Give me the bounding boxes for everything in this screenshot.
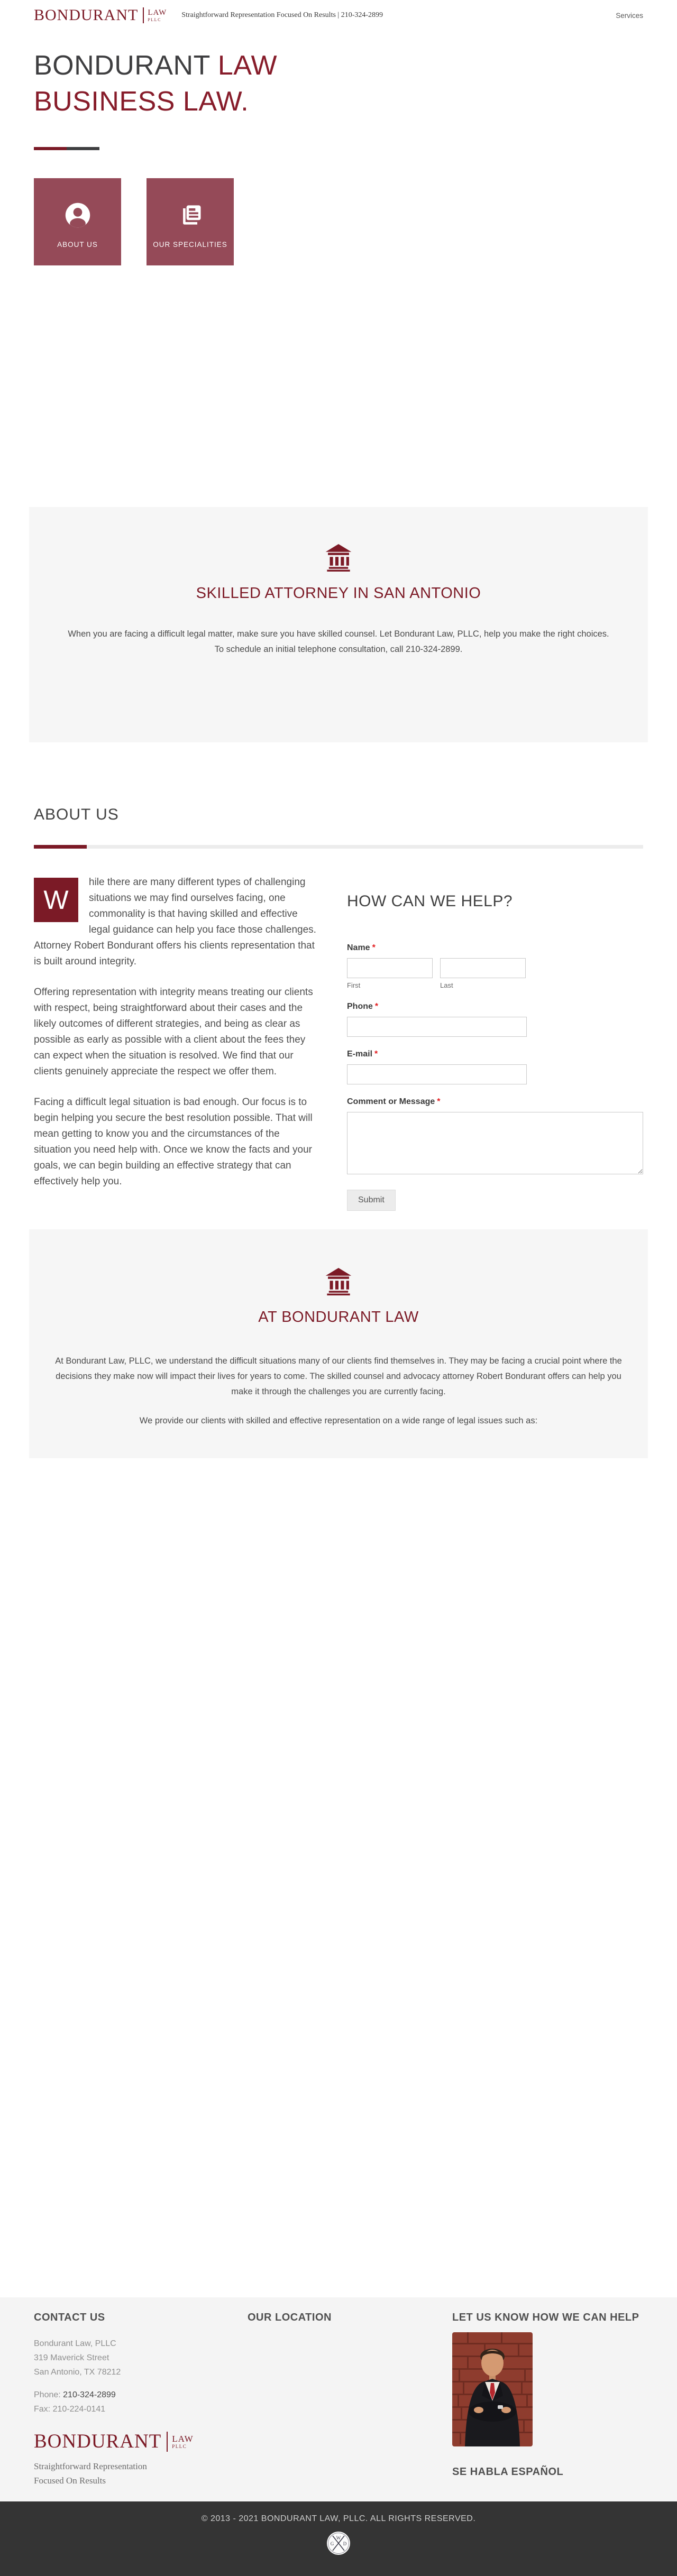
divider-maroon-segment <box>34 147 67 150</box>
header-logo[interactable] <box>34 6 167 24</box>
about-us-card-label: ABOUT US <box>57 241 98 249</box>
se-habla-espanol-heading: SE HABLA ESPAÑOL <box>452 2466 564 2478</box>
phone-line <box>34 2388 214 2402</box>
email-field-group <box>347 1050 643 1084</box>
whitespace-spacer <box>0 1458 677 2297</box>
last-sublabel: Last <box>440 981 453 989</box>
comment-textarea[interactable] <box>347 1112 643 1174</box>
required-mark: * <box>374 1050 378 1059</box>
about-text-column <box>34 875 319 1211</box>
contact-us-heading: CONTACT US <box>34 2312 105 2323</box>
newspaper-icon <box>177 201 204 229</box>
logo-name: BONDURANT <box>34 6 139 24</box>
footer-tagline-line: Straightforward Representation <box>34 2461 147 2471</box>
address-line: 319 Maverick Street <box>34 2353 109 2362</box>
skilled-attorney-body: When you are facing a difficult legal matter, make sure you have skilled counsel. Let Bondurant Law, PLLC, help you make the right choices. To schedule an initial telephone consultation, call 210-324-2899. <box>68 629 609 654</box>
skilled-attorney-heading: SKILLED ATTORNEY IN SAN ANTONIO <box>196 585 481 602</box>
logo-law: LAW <box>148 8 167 17</box>
about-paragraph-text: hile there are many different types of challenging situations we may find ourselves facing, one commonality is that having skilled and effective legal guidance can help you face those challenges. Attorney Robert Bondurant offers his clients representation that is built around integrity. <box>34 877 316 967</box>
required-mark: * <box>437 1097 441 1106</box>
phone-label: Phone: <box>34 2390 63 2399</box>
footer-tagline-line: Focused On Results <box>34 2476 106 2486</box>
contact-form-column <box>347 875 643 1211</box>
about-heading: ABOUT US <box>34 806 119 823</box>
address-block <box>34 2336 214 2379</box>
logo-law: LAW <box>172 2433 194 2444</box>
address-line: San Antonio, TX 78212 <box>34 2368 121 2377</box>
comment-field-group <box>347 1097 643 1177</box>
footer-logo[interactable] <box>34 2430 214 2453</box>
footer-location-column <box>248 2312 422 2488</box>
hero-cards <box>34 178 643 265</box>
fax-number: 210-224-0141 <box>52 2405 106 2414</box>
wgd-designer-badge[interactable] <box>326 2531 351 2559</box>
about-us-card[interactable] <box>34 178 121 265</box>
courthouse-icon <box>324 1289 353 1298</box>
comment-label: Comment or Message <box>347 1097 435 1106</box>
divider-maroon-segment <box>34 845 87 849</box>
phone-input[interactable] <box>347 1017 527 1037</box>
our-specialities-card[interactable] <box>147 178 234 265</box>
name-field-group <box>347 943 643 989</box>
contact-form <box>347 943 643 1211</box>
first-name-input[interactable] <box>347 958 433 978</box>
hero-title-accent: LAW <box>217 50 278 81</box>
hero-section <box>0 37 677 265</box>
phone-label: Phone <box>347 1002 373 1011</box>
footer-help-column <box>452 2312 643 2488</box>
logo-name: BONDURANT <box>34 2431 162 2452</box>
at-bondurant-section <box>29 1229 648 1458</box>
fax-line <box>34 2402 214 2416</box>
badge-letter-d: D <box>343 2541 347 2546</box>
about-section <box>0 768 677 1229</box>
divider-light-segment <box>87 845 643 849</box>
site-header <box>0 0 677 37</box>
at-bondurant-heading: AT BONDURANT LAW <box>258 1309 419 1326</box>
dropcap: W <box>34 878 78 922</box>
first-sublabel: First <box>347 981 361 989</box>
name-label: Name <box>347 943 370 952</box>
hero-title-primary: BONDURANT <box>34 50 218 81</box>
footer-tagline <box>34 2459 214 2488</box>
about-paragraph: Facing a difficult legal situation is bad enough. Our focus is to begin helping you secure the best resolution possible. That will mean getting to know you and the circumstances of the situation you need help with. Once we know the facts and your goals, we can begin building an effective strategy that can effectively help you. <box>34 1097 313 1187</box>
logo-divider <box>167 2432 168 2452</box>
our-specialities-card-label: OUR SPECIALITIES <box>153 241 227 249</box>
required-mark: * <box>374 1002 379 1011</box>
skilled-attorney-section <box>29 507 648 742</box>
badge-letter-w: W <box>336 2535 341 2541</box>
courthouse-icon <box>324 565 353 574</box>
about-paragraph: Offering representation with integrity means treating our clients with respect, being straightforward about their cases and the likely outcomes of different strategies, and being as clear as possible as early as possible with a client about the fees they can expect when the situation is resolved. We find that our clients genuinely appreciate the respect we offer them. <box>34 987 313 1077</box>
logo-pllc: PLLC <box>148 17 161 22</box>
footer-contact-column <box>34 2312 214 2488</box>
phone-fax-block <box>34 2388 214 2416</box>
last-name-input[interactable] <box>440 958 526 978</box>
fax-label: Fax: <box>34 2405 53 2414</box>
address-line: Bondurant Law, PLLC <box>34 2339 116 2348</box>
at-bondurant-paragraph: At Bondurant Law, PLLC, we understand the difficult situations many of our clients find themselves in. They may be facing a crucial point where the decisions they make now will impact their lives for years to come. The skilled counsel and advocacy attorney Robert Bondurant offers can help you make it through the challenges you are currently facing. <box>55 1356 622 1396</box>
whitespace-spacer <box>0 265 677 507</box>
our-location-heading: OUR LOCATION <box>248 2312 332 2323</box>
about-paragraph <box>34 875 319 970</box>
hero-subtitle: BUSINESS LAW. <box>34 86 249 117</box>
hero-divider <box>34 147 99 150</box>
copyright-text: © 2013 - 2021 BONDURANT LAW, PLLC. ALL RIGHTS RESERVED. <box>201 2514 476 2523</box>
let-us-know-heading: LET US KNOW HOW WE CAN HELP <box>452 2312 639 2323</box>
required-mark: * <box>372 943 376 952</box>
submit-button[interactable]: Submit <box>347 1190 396 1211</box>
at-bondurant-paragraph: We provide our clients with skilled and effective representation on a wide range of legal issues such as: <box>139 1416 538 1425</box>
hero-title <box>34 48 643 119</box>
bottom-bar <box>0 2501 677 2576</box>
header-tagline: Straightforward Representation Focused On Results | 210-324-2899 <box>181 11 383 19</box>
email-label: E-mail <box>347 1050 373 1059</box>
person-icon <box>64 201 92 229</box>
phone-number-link[interactable]: 210-324-2899 <box>63 2390 116 2399</box>
badge-letter-g: G <box>330 2541 334 2546</box>
logo-divider <box>143 7 144 23</box>
nav-services[interactable]: Services <box>616 11 643 20</box>
attorney-photo <box>452 2332 533 2446</box>
form-heading: HOW CAN WE HELP? <box>347 893 513 910</box>
about-divider <box>34 845 643 849</box>
phone-field-group <box>347 1002 643 1037</box>
logo-pllc: PLLC <box>172 2443 187 2449</box>
email-input[interactable] <box>347 1064 527 1084</box>
site-footer <box>0 2297 677 2501</box>
whitespace-spacer <box>0 742 677 768</box>
divider-dark-segment <box>67 147 99 150</box>
